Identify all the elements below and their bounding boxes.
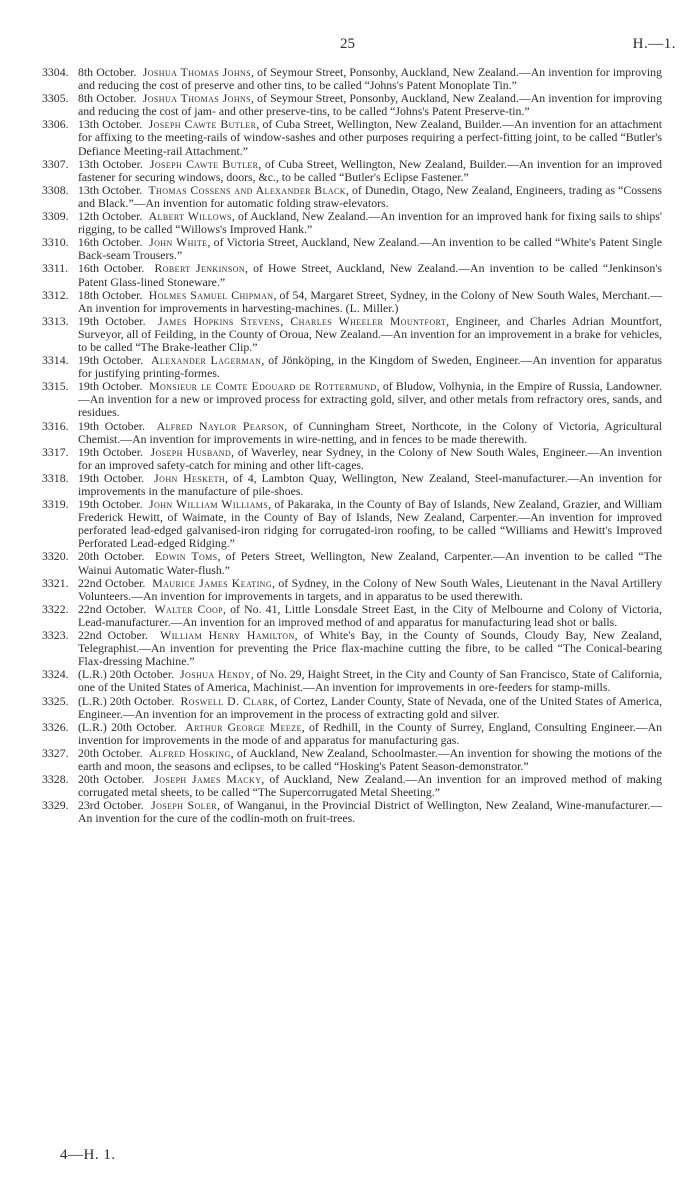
entry-date: 20th October. xyxy=(78,772,145,787)
patent-entry xyxy=(42,118,662,157)
applicant-name: Joseph Soler xyxy=(151,798,217,813)
patent-entry xyxy=(42,799,662,825)
entry-description: , of 4, Lambton Quay, Wellington, New Zealand, Steel-manufacturer.—An invention for improvements in the manufacture of pile-shoes. xyxy=(78,470,662,498)
patent-entry xyxy=(42,354,662,380)
entry-description: , of No. 41, Little Lonsdale Street East, in the City of Melbourne and Colony of Victoria, Lead-manufacturer.—An invention for an improved method of and apparatus for manufacturing lead shot or balls. xyxy=(78,601,662,629)
entry-number: 3319. xyxy=(42,497,69,512)
patent-entry xyxy=(42,550,662,576)
patent-entry xyxy=(42,446,662,472)
entry-number: 3315. xyxy=(42,379,69,394)
entry-description: , of Auckland, New Zealand.—An invention for an improved method of making corrugated metal sheets, to be called “The Supercorrugated Metal Sheeting.” xyxy=(78,772,662,800)
entry-date: 22nd October. xyxy=(78,601,147,616)
applicant-name: John Hesketh xyxy=(154,470,226,485)
entry-number: 3321. xyxy=(42,575,69,590)
patent-entry xyxy=(42,158,662,184)
entry-date: 8th October. xyxy=(78,65,137,79)
entry-description: , of Wanganui, in the Provincial District of Wellington, New Zealand, Wine-manufacturer.—An invention for the cure of the codlin-moth on fruit-trees. xyxy=(78,798,662,826)
patent-entry xyxy=(42,695,662,721)
entry-number: 3314. xyxy=(42,353,69,368)
entry-number: 3318. xyxy=(42,470,69,485)
entry-date: 13th October. xyxy=(78,182,143,197)
document-reference: H.—1. xyxy=(632,36,676,52)
entry-date: (L.R.) 20th October. xyxy=(78,719,177,734)
entry-number: 3316. xyxy=(42,418,69,433)
entry-number: 3305. xyxy=(42,91,69,106)
entry-description: , of Sydney, in the Colony of New South Wales, Lieutenant in the Naval Artillery Volunteers.—An invention for improvements in targets, and in apparatus to be used therewith. xyxy=(78,575,662,603)
entry-number: 3312. xyxy=(42,287,69,302)
entry-description: , of Pakaraka, in the County of Bay of Islands, New Zealand, Grazier, and William Frederick Hewitt, of Waimate, in the County of Bay of Islands, New Zealand, Carpenter.—An invention for improved perforated lead-edged galvanised-iron ridging for corrugated-iron roofing, to be called “Williams and Hewitt's Improved Perforated Lead-edged Ridging.” xyxy=(78,497,663,551)
entry-number: 3317. xyxy=(42,444,69,459)
patent-entry xyxy=(42,262,662,288)
entry-description: , of Seymour Street, Ponsonby, Auckland, New Zealand.—An invention for improving and reducing the cost of preserve and other tins, to be called “Johns's Patent Monoplate Tin.” xyxy=(78,65,662,93)
patent-entry xyxy=(42,289,662,315)
entry-description: , of Victoria Street, Auckland, New Zealand.—An invention to be called “White's Patent Single Back-seam Trousers.” xyxy=(78,235,663,263)
applicant-name: William Henry Hamilton xyxy=(160,628,295,643)
applicant-name: Joseph Cawte Butler xyxy=(149,156,259,171)
entry-date: 20th October. xyxy=(78,745,143,760)
entry-date: 19th October. xyxy=(78,470,145,485)
patent-entry xyxy=(42,721,662,747)
entry-description: , of Redhill, in the County of Surrey, England, Consulting Engineer.—An invention for improvements in the mode of and apparatus for manufacturing gas. xyxy=(78,719,663,747)
entry-number: 3306. xyxy=(42,117,69,132)
entry-date: 13th October. xyxy=(78,117,143,132)
page-header xyxy=(0,36,700,56)
applicant-name: Joshua Hendy xyxy=(180,667,251,682)
patent-entries-list xyxy=(42,66,662,825)
entry-number: 3325. xyxy=(42,693,69,708)
applicant-name: Holmes Samuel Chipman xyxy=(148,287,274,302)
entry-number: 3313. xyxy=(42,313,69,328)
entry-number: 3329. xyxy=(42,798,69,813)
entry-date: 19th October. xyxy=(78,353,144,368)
patent-entry xyxy=(42,472,662,498)
entry-description: , of Bludow, Volhynia, in the Empire of Russia, Landowner.—An invention for a new or improved process for extracting gold, silver, and other metals from refractory ores, sands, and residues. xyxy=(78,379,662,420)
entry-number: 3307. xyxy=(42,156,69,171)
entry-number: 3311. xyxy=(42,261,69,276)
patent-entry xyxy=(42,420,662,446)
patent-entry xyxy=(42,380,662,419)
entry-number: 3323. xyxy=(42,628,69,643)
entry-number: 3308. xyxy=(42,182,69,197)
entry-date: 19th October. xyxy=(78,379,143,394)
applicant-name: John White xyxy=(149,235,208,250)
patent-entry xyxy=(42,668,662,694)
patent-entry xyxy=(42,236,662,262)
entry-number: 3310. xyxy=(42,235,69,250)
entry-description: , of Cuba Street, Wellington, New Zealand, Builder.—An invention for an improved fastener for securing windows, doors, &c., to be called “Butler's Eclipse Fastener.” xyxy=(78,156,662,184)
entry-description: , of Waverley, near Sydney, in the Colony of New South Wales, Engineer.—An invention for an improved safety-catch for mining and other lift-cages. xyxy=(78,444,662,472)
entry-date: 19th October. xyxy=(78,418,146,433)
applicant-name: Alexander Lagerman xyxy=(150,353,262,368)
applicant-name: Alfred Hosking xyxy=(149,745,231,760)
entry-date: 19th October. xyxy=(78,497,143,512)
entry-date: 8th October. xyxy=(78,91,137,106)
applicant-name: Alfred Naylor Pearson xyxy=(156,418,285,433)
entry-date: 22nd October. xyxy=(78,575,146,590)
patent-entry xyxy=(42,498,662,550)
entry-date: (L.R.) 20th October. xyxy=(78,693,175,708)
entry-description: , of Auckland, New Zealand, Schoolmaster.—An invention for showing the motions of the earth and moon, the seasons and eclipses, to be called “Hosking's Patent Season-demonstrator.” xyxy=(78,745,663,773)
entry-description: , of No. 29, Haight Street, in the City and County of San Francisco, State of California, one of the United States of America, Machinist.—An invention for improvements in ore-feeders for stamp-mills. xyxy=(78,667,663,695)
entry-date: 16th October. xyxy=(78,235,143,250)
entry-date: 16th October. xyxy=(78,261,145,276)
applicant-name: Edwin Toms xyxy=(154,549,218,564)
entry-description: , Engineer, and Charles Adrian Mountfort, Surveyor, all of Feilding, in the County of Oroua, New Zealand.—An invention for an improvement in a brake for vehicles, to be called “The Brake-leather Clip.” xyxy=(78,313,662,354)
patent-entry xyxy=(42,92,662,118)
entry-date: 12th October. xyxy=(78,209,143,224)
applicant-name: Joshua Thomas Johns xyxy=(142,65,252,79)
applicant-name: Joshua Thomas Johns xyxy=(142,91,252,106)
patent-entry xyxy=(42,66,662,92)
entry-date: 13th October. xyxy=(78,156,143,171)
applicant-name: Robert Jenkinson xyxy=(154,261,246,276)
page-number: 25 xyxy=(340,36,355,52)
patent-entry xyxy=(42,603,662,629)
entry-date: 19th October. xyxy=(78,313,146,328)
entry-description: , of Cunningham Street, Northcote, in the Colony of Victoria, Agricultural Chemist.—An invention for improvements in wire-netting, and in fences to be made therewith. xyxy=(78,418,663,446)
applicant-name: Monsieur le Comte Edouard de Rottermund xyxy=(149,379,377,394)
patent-entry xyxy=(42,747,662,773)
entry-date: 20th October. xyxy=(78,549,145,564)
patent-entry xyxy=(42,184,662,210)
applicant-name: Joseph James Macky xyxy=(154,772,262,787)
entry-description: , of Auckland, New Zealand.—An invention for an improved hank for fixing sails to ships' rigging, to be called “Willows's Improved Hank.” xyxy=(78,209,662,237)
applicant-name: John William Williams xyxy=(149,497,269,512)
patent-entry xyxy=(42,577,662,603)
entry-date: 18th October. xyxy=(78,287,143,302)
patent-entry xyxy=(42,210,662,236)
entry-description: , of Jönköping, in the Kingdom of Sweden, Engineer.—An invention for apparatus for justifying printing-formes. xyxy=(78,353,662,381)
entry-description: , of Cortez, Lander County, State of Nevada, one of the United States of America, Engineer.—An invention for an improvement in the process of extracting gold and silver. xyxy=(78,693,663,721)
applicant-name: Walter Coop xyxy=(154,601,224,616)
entry-number: 3320. xyxy=(42,549,69,564)
patent-entry xyxy=(42,773,662,799)
entry-description: , of Seymour Street, Ponsonby, Auckland, New Zealand.—An invention for improving and reducing the cost of jam- and other preserve-tins, to be called “Johns's Patent Preserve-tin.” xyxy=(78,91,662,119)
entry-date: 19th October. xyxy=(78,444,143,459)
entry-description: , of Dunedin, Otago, New Zealand, Engineers, trading as “Cossens and Black.”—An invention for automatic folding straw-elevators. xyxy=(78,182,663,210)
entry-number: 3327. xyxy=(42,745,69,760)
entry-number: 3326. xyxy=(42,719,69,734)
patent-entry xyxy=(42,315,662,354)
entry-number: 3322. xyxy=(42,601,69,616)
applicant-name: Thomas Cossens and Alexander Black xyxy=(148,182,346,197)
applicant-name: Albert Willows xyxy=(148,209,232,224)
applicant-name: Roswell D. Clark xyxy=(180,693,275,708)
applicant-name: Arthur George Meeze xyxy=(185,719,302,734)
patent-entry xyxy=(42,629,662,668)
applicant-name: Maurice James Keating xyxy=(152,575,273,590)
entry-date: 22nd October. xyxy=(78,628,148,643)
applicant-name: James Hopkins Stevens, Charles Wheeler Mountfort xyxy=(158,313,447,328)
entry-date: 23rd October. xyxy=(78,798,144,813)
applicant-name: Joseph Husband xyxy=(150,444,232,459)
entry-description: , of Cuba Street, Wellington, New Zealand, Builder.—An invention for an attachment for affixing to the meeting-rails of window-sashes and other purposes requiring a perfect-fitting joint, to be called “Butler's Defiance Meeting-rail Attachment.” xyxy=(78,117,663,158)
entry-number: 3304. xyxy=(42,65,69,79)
entry-number: 3324. xyxy=(42,667,69,682)
entry-number: 3309. xyxy=(42,209,69,224)
applicant-name: Joseph Cawte Butler xyxy=(148,117,257,132)
entry-description: , of White's Bay, in the County of Sounds, Cloudy Bay, New Zealand, Telegraphist.—An invention for preventing the Price flax-machine cutting the fibre, to be called “The Conical-bearing Flax-dressing Machine.” xyxy=(78,628,662,669)
entry-date: (L.R.) 20th October. xyxy=(78,667,175,682)
printer-signature: 4—H. 1. xyxy=(60,1147,116,1163)
entry-number: 3328. xyxy=(42,772,69,787)
entry-description: , of 54, Margaret Street, Sydney, in the Colony of New South Wales, Merchant.—An invention for improvements in harvesting-machines. (L. Miller.) xyxy=(78,287,662,315)
entry-description: , of Peters Street, Wellington, New Zealand, Carpenter.—An invention to be called “The Wainui Automatic Water-flush.” xyxy=(78,549,662,577)
entry-description: , of Howe Street, Auckland, New Zealand.—An invention to be called “Jenkinson's Patent Glass-lined Stoneware.” xyxy=(78,261,662,289)
